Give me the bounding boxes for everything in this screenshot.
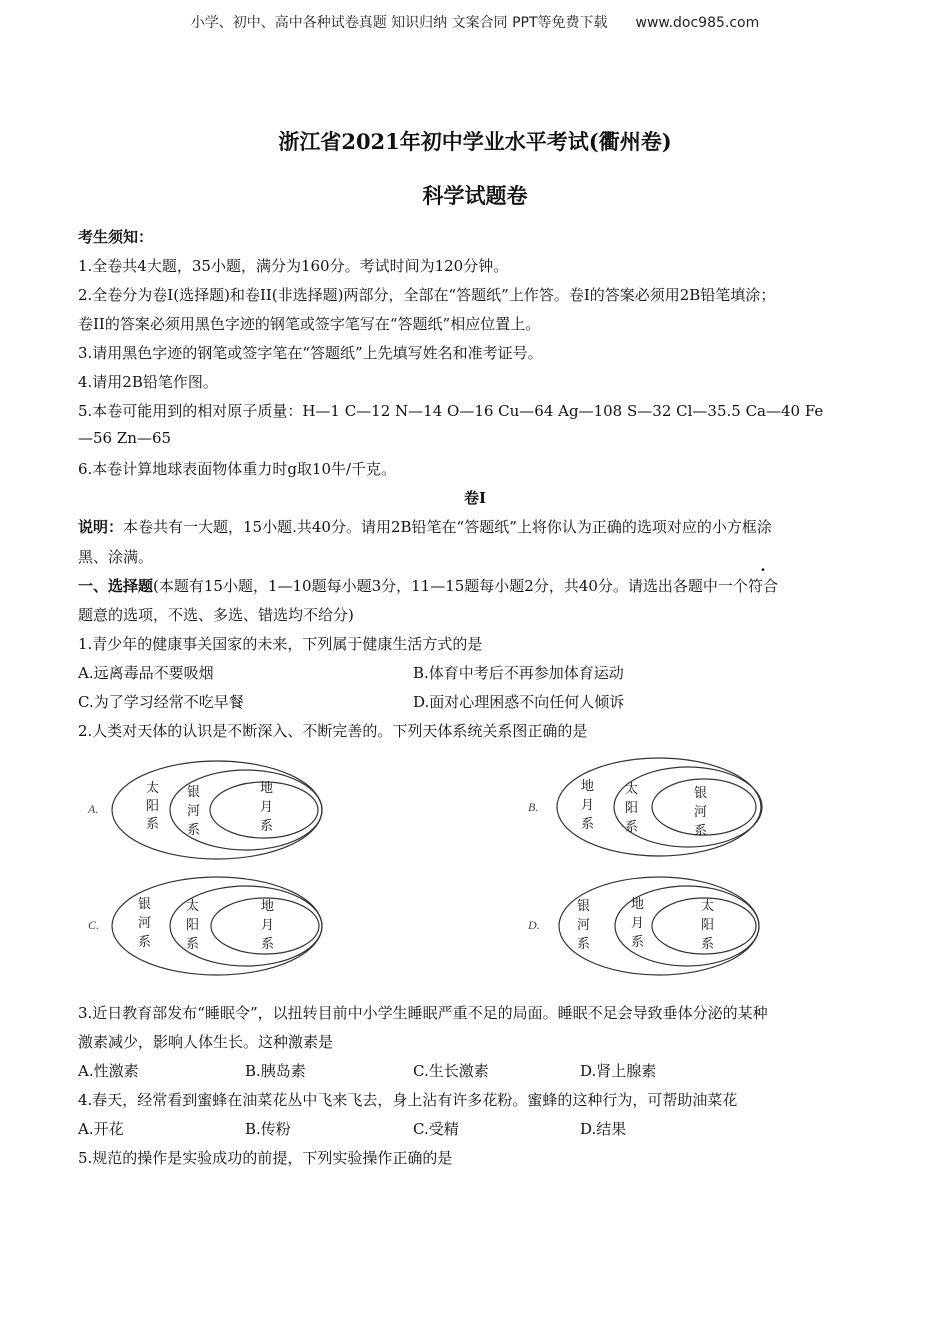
outer-char: 系 — [146, 817, 160, 832]
q1-option-c: C.为了学习经常不吃早餐 — [78, 693, 244, 711]
part-label: 一、选择题 — [78, 577, 154, 595]
part-heading — [78, 575, 778, 596]
inner-char: 地 — [261, 899, 275, 914]
q2-diagram-label: C. — [88, 918, 100, 932]
exam-subtitle: 科学试题卷 — [422, 183, 528, 208]
inner-char: 河 — [694, 805, 708, 820]
middle-char: 系 — [186, 937, 200, 952]
middle-char: 阳 — [625, 801, 639, 816]
notice-line: 卷II的答案必须用黑色字迹的钢笔或签字笔写在“答题纸”相应位置上。 — [78, 315, 541, 333]
inner-char: 银 — [694, 786, 708, 801]
exam-title: 浙江省2021年初中学业水平考试(衢州卷) — [278, 129, 672, 154]
q4-option-a: A.开花 — [78, 1120, 124, 1138]
inner-char: 系 — [260, 819, 274, 834]
middle-char: 系 — [187, 823, 201, 838]
middle-char: 系 — [625, 820, 639, 835]
q4-option-b: B.传粉 — [245, 1120, 291, 1138]
q3-option-c: C.生长激素 — [413, 1062, 489, 1080]
inner-char: 月 — [261, 918, 275, 933]
q2-diagram-b — [524, 755, 774, 865]
outer-char: 阳 — [146, 799, 160, 814]
note-label: 说明： — [78, 518, 124, 536]
notice-heading: 考生须知： — [78, 228, 154, 246]
q1-option-a: A.远离毒品不要吸烟 — [78, 664, 214, 682]
notice-line: 3.请用黑色字迹的钢笔或签字笔在“答题纸”上先填写姓名和准考证号。 — [78, 344, 543, 362]
outer-char: 太 — [146, 781, 160, 796]
page-header — [0, 12, 950, 32]
middle-char: 太 — [625, 782, 639, 797]
q5-stem: 5.规范的操作是实验成功的前提，下列实验操作正确的是 — [78, 1149, 453, 1167]
notice-line: 5.本卷可能用到的相对原子质量：H—1 C—12 N—14 O—16 Cu—64 Ag—108 S—32 Cl—35.5 Ca—40 Fe — [78, 402, 824, 420]
section-note — [78, 516, 772, 537]
outer-char: 系 — [581, 817, 595, 832]
inner-char: 太 — [701, 899, 715, 914]
outer-char: 银 — [577, 899, 591, 914]
q2-diagram-c — [82, 874, 332, 984]
header-text: 小学、初中、高中各种试卷真题 知识归纳 文案合同 PPT等免费下载 — [190, 15, 608, 31]
notice-line: —56 Zn—65 — [78, 429, 172, 447]
q3-stem: 3.近日教育部发布“睡眠令”，以扭转目前中小学生睡眠严重不足的局面。睡眠不足会导致垂体分泌的某种 — [78, 1004, 768, 1022]
inner-char: 系 — [701, 937, 715, 952]
inner-char: 地 — [260, 781, 274, 796]
middle-char: 阳 — [186, 918, 200, 933]
section-note-cont: 黑、涂满。 — [78, 548, 154, 566]
part-text: (本题有15小题，1—10题每小题3分，11—15题每小题2分，共40分。请选出各题中一个 — [153, 577, 748, 595]
middle-char: 系 — [631, 935, 645, 950]
q4-option-d: D.结果 — [580, 1120, 627, 1138]
header-site[interactable]: www.doc985.com — [635, 15, 760, 31]
part-heading-cont: 题意的选项，不选、多选、错选均不给分) — [78, 606, 354, 624]
part-emphasis: 符合 — [747, 577, 778, 595]
outer-ellipse — [112, 761, 322, 859]
inner-char: 阳 — [701, 918, 715, 933]
q2-diagram-label: D. — [528, 918, 540, 932]
q2-diagram-a — [82, 758, 332, 868]
q3-option-b: B.胰岛素 — [245, 1062, 306, 1080]
middle-char: 地 — [631, 897, 645, 912]
notice-line: 4.请用2B铅笔作图。 — [78, 373, 218, 391]
q2-diagram-label: B. — [528, 800, 539, 814]
q2-diagram-label: A. — [88, 802, 99, 816]
outer-char: 地 — [581, 779, 595, 794]
middle-char: 月 — [631, 916, 645, 931]
outer-char: 月 — [581, 798, 595, 813]
inner-char: 系 — [261, 937, 275, 952]
q1-option-d: D.面对心理困惑不向任何人倾诉 — [413, 693, 625, 711]
q1-stem: 1.青少年的健康事关国家的未来，下列属于健康生活方式的是 — [78, 635, 483, 653]
inner-char: 系 — [694, 824, 708, 839]
notice-line: 2.全卷分为卷I(选择题)和卷II(非选择题)两部分，全部在“答题纸”上作答。卷I的答案必须用2B铅笔填涂； — [78, 286, 776, 304]
inner-char: 月 — [260, 800, 274, 815]
q1-option-b: B.体育中考后不再参加体育运动 — [413, 664, 624, 682]
note-text: 本卷共有一大题，15小题.共40分。请用2B铅笔在“答题纸”上将你认为正确的选项对应的小方框涂 — [123, 518, 772, 536]
outer-char: 系 — [577, 937, 591, 952]
notice-line: 6.本卷计算地球表面物体重力时g取10牛/千克。 — [78, 460, 397, 478]
q4-stem: 4.春天，经常看到蜜蜂在油菜花丛中飞来飞去，身上沾有许多花粉。蜜蜂的这种行为，可帮助油菜花 — [78, 1091, 738, 1109]
middle-char: 太 — [186, 899, 200, 914]
outer-char: 河 — [138, 916, 152, 931]
q2-stem: 2.人类对天体的认识是不断深入、不断完善的。下列天体系统关系图正确的是 — [78, 722, 588, 740]
q2-diagram-d — [524, 874, 774, 984]
q4-option-c: C.受精 — [413, 1120, 459, 1138]
q3-option-a: A.性激素 — [78, 1062, 139, 1080]
middle-char: 银 — [187, 785, 201, 800]
middle-char: 河 — [187, 804, 201, 819]
section-title: 卷I — [463, 489, 487, 507]
q3-option-d: D.肾上腺素 — [580, 1062, 657, 1080]
outer-char: 河 — [577, 918, 591, 933]
outer-char: 银 — [138, 897, 152, 912]
outer-char: 系 — [138, 935, 152, 950]
q3-stem-cont: 激素减少，影响人体生长。这种激素是 — [78, 1033, 334, 1051]
notice-line: 1.全卷共4大题，35小题，满分为160分。考试时间为120分钟。 — [78, 257, 509, 275]
